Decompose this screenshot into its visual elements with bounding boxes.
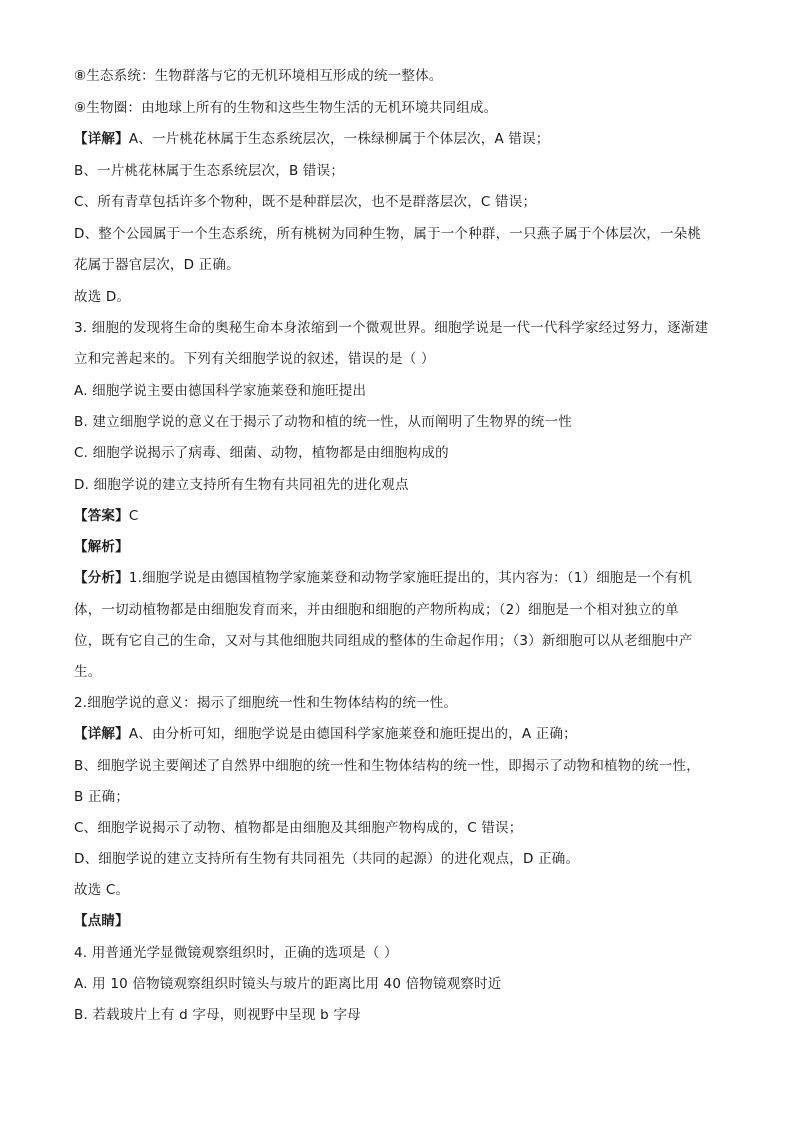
note-heading: 【点睛】 [74, 913, 129, 929]
text-line: 体，一切动植物都是由细胞发育而来，并由细胞和细胞的产物所构成；（2）细胞是一个相对独立的单 [74, 602, 679, 618]
text-line: ⑧生态系统：生物群落与它的无机环境相互形成的统一整体。 [74, 68, 443, 84]
question-3-stem: 立和完善起来的。下列有关细胞学说的叙述，错误的是（ ） [74, 351, 435, 367]
answer-line: 【答案】C [74, 508, 139, 524]
option-b: B. 若载玻片上有 d 字母，则视野中呈现 b 字母 [74, 1007, 361, 1023]
text-line: 【分析】1.细胞学说是由德国植物学家施莱登和动物学家施旺提出的，其内容为：（1）细胞是一个有机 [74, 570, 693, 586]
text-line: B 正确； [74, 789, 130, 805]
text-line: 生。 [74, 664, 102, 680]
text-line: C、所有青草包括许多个物种，既不是种群层次，也不是群落层次，C 错误； [74, 194, 537, 210]
option-d: D. 细胞学说的建立支持所有生物有共同祖先的进化观点 [74, 477, 409, 493]
option-a: A. 用 10 倍物镜观察组织时镜头与玻片的距离比用 40 倍物镜观察时近 [74, 976, 502, 992]
text-line: 故选 C。 [74, 882, 130, 898]
question-3-stem: 3. 细胞的发现将生命的奥秘生命本身浓缩到一个微观世界。细胞学说是一代一代科学家经过努力，逐渐建 [74, 320, 709, 336]
text-line: 花属于器官层次，D 正确。 [74, 257, 240, 273]
question-4-stem: 4. 用普通光学显微镜观察组织时，正确的选项是（ ） [74, 945, 398, 961]
text-line: D、细胞学说的建立支持所有生物有共同祖先（共同的起源）的进化观点，D 正确。 [74, 851, 580, 867]
text-line: D、整个公园属于一个生态系统，所有桃树为同种生物，属于一个种群，一只燕子属于个体层次，一朵桃 [74, 226, 702, 242]
analysis-heading: 【解析】 [74, 539, 129, 555]
text-line: 位，既有它自己的生命，又对与其他细胞共同组成的整体的生命起作用；（3）新细胞可以从老细胞中产 [74, 633, 693, 649]
text-line: 2.细胞学说的意义：揭示了细胞统一性和生物体结构的统一性。 [74, 695, 458, 711]
text-line: 【详解】A、一片桃花林属于生态系统层次，一株绿柳属于个体层次，A 错误； [74, 131, 550, 147]
text-line: C、细胞学说揭示了动物、植物都是由细胞及其细胞产物构成的，C 错误； [74, 820, 523, 836]
text-line: B、一片桃花林属于生态系统层次，B 错误； [74, 163, 345, 179]
text-line: 故选 D。 [74, 289, 131, 305]
option-b: B. 建立细胞学说的意义在于揭示了动物和植的统一性，从而阐明了生物界的统一性 [74, 414, 572, 430]
text-line: 【详解】A、由分析可知，细胞学说是由德国科学家施莱登和施旺提出的，A 正确； [74, 726, 577, 742]
option-c: C. 细胞学说揭示了病毒、细菌、动物，植物都是由细胞构成的 [74, 445, 449, 461]
option-a: A. 细胞学说主要由德国科学家施莱登和施旺提出 [74, 383, 367, 399]
text-line: B、细胞学说主要阐述了自然界中细胞的统一性和生物体结构的统一性，即揭示了动物和植物的统一性， [74, 758, 700, 774]
text-line: ⑨生物圈：由地球上所有的生物和这些生物生活的无机环境共同组成。 [74, 100, 498, 116]
